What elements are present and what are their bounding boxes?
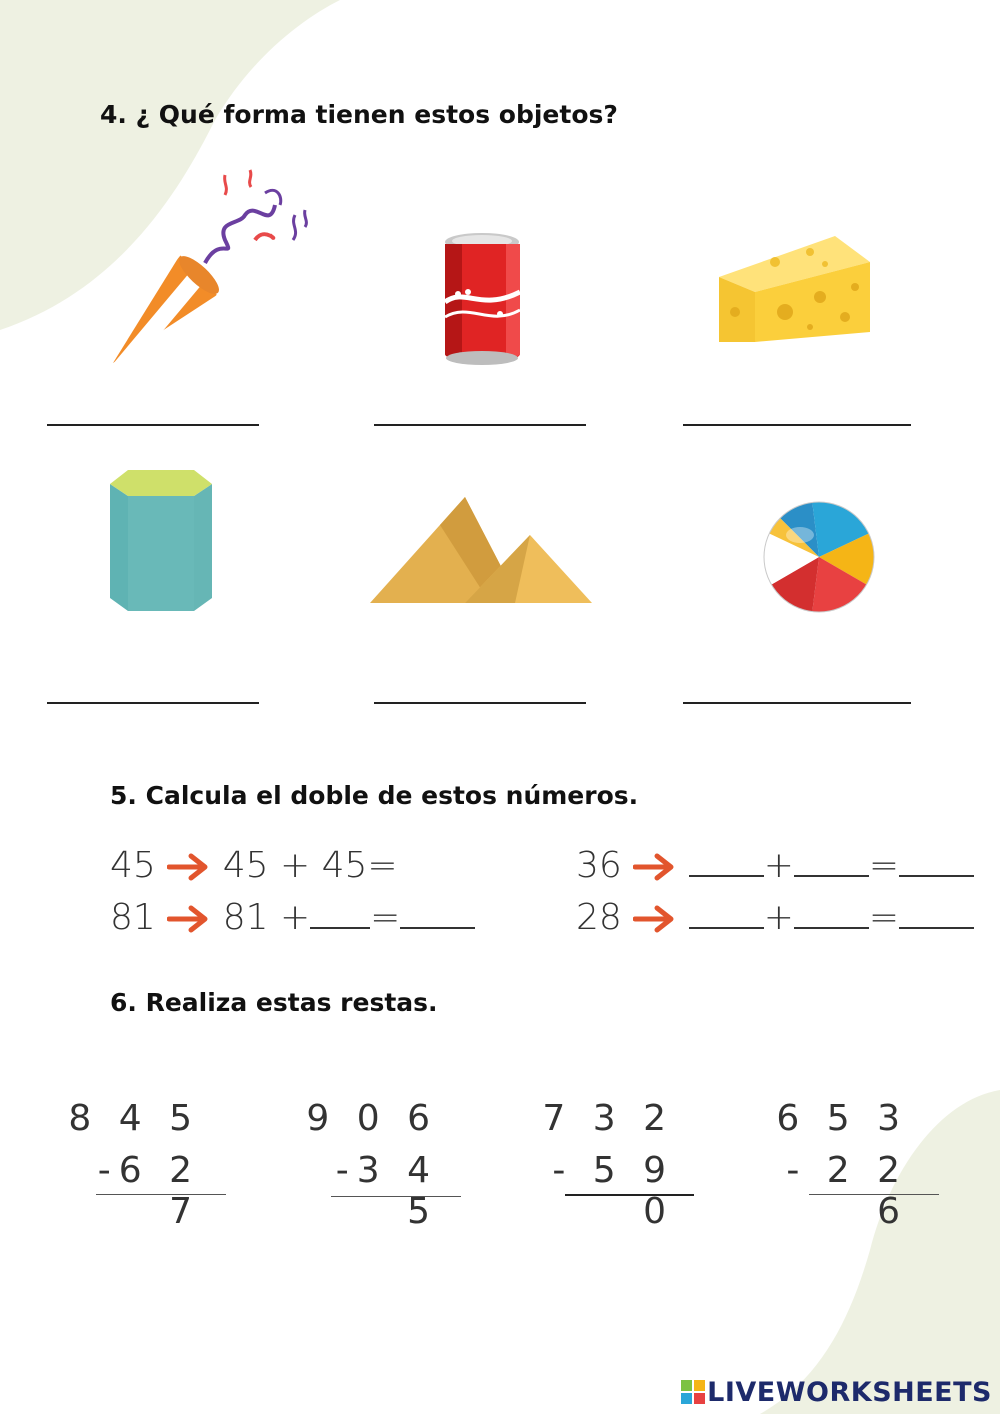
answer-line-1[interactable] xyxy=(47,424,259,426)
double-row-28 xyxy=(576,897,974,938)
number: 36 xyxy=(576,845,622,886)
beach-ball-image xyxy=(762,500,876,614)
subtraction-1-bottom: -6 2 7 xyxy=(97,1150,200,1232)
answer-line-4[interactable] xyxy=(47,702,259,704)
subtraction-2-top: 9 0 6 xyxy=(306,1098,438,1139)
answer-blank[interactable] xyxy=(899,897,974,929)
section-4-title: 4. ¿ Qué forma tienen estos objetos? xyxy=(100,100,618,129)
answer-line-2[interactable] xyxy=(374,424,586,426)
answer-blank[interactable] xyxy=(689,845,764,877)
answer-blank[interactable] xyxy=(689,897,764,929)
number: 45 xyxy=(110,845,156,886)
logo-text: LIVEWORKSHEETS xyxy=(707,1377,992,1408)
answer-line-5[interactable] xyxy=(374,702,586,704)
plus-sign: + xyxy=(763,845,794,886)
liveworksheets-logo-icon xyxy=(681,1380,705,1404)
answer-blank[interactable] xyxy=(794,897,869,929)
answer-blank[interactable] xyxy=(794,845,869,877)
equals-sign: = xyxy=(868,897,900,938)
party-popper-image xyxy=(105,165,320,370)
number: 81 xyxy=(110,897,156,938)
subtraction-3-line xyxy=(565,1194,694,1196)
hexagonal-prism-image xyxy=(108,466,214,616)
answer-blank[interactable] xyxy=(400,897,475,929)
subtraction-1-line xyxy=(96,1194,226,1195)
subtraction-2-bottom: -3 4 5 xyxy=(335,1150,438,1232)
subtraction-2-line xyxy=(331,1196,461,1197)
arrow-right-icon xyxy=(633,852,677,882)
expression: 45 + 45= xyxy=(222,845,398,886)
answer-blank[interactable] xyxy=(310,897,370,929)
pyramids-image xyxy=(370,495,595,607)
expression-start: 81 + xyxy=(222,897,311,938)
double-row-36 xyxy=(576,845,974,886)
subtraction-4-line xyxy=(809,1194,939,1195)
equals-sign: = xyxy=(868,845,900,886)
double-row-81 xyxy=(110,897,475,938)
subtraction-4-bottom: - 2 2 6 xyxy=(786,1150,908,1232)
answer-blank[interactable] xyxy=(899,845,974,877)
number: 28 xyxy=(576,897,622,938)
double-row-45 xyxy=(110,845,398,886)
equals-sign: = xyxy=(370,897,401,938)
section-6-title: 6. Realiza estas restas. xyxy=(110,988,438,1017)
arrow-right-icon xyxy=(633,904,677,934)
liveworksheets-logo xyxy=(681,1377,992,1408)
arrow-right-icon xyxy=(167,852,211,882)
section-5-title: 5. Calcula el doble de estos números. xyxy=(110,781,639,810)
answer-line-6[interactable] xyxy=(683,702,911,704)
answer-line-3[interactable] xyxy=(683,424,911,426)
subtraction-3-top: 7 3 2 xyxy=(542,1098,674,1139)
arrow-right-icon xyxy=(167,904,211,934)
cheese-wedge-image xyxy=(715,232,875,347)
subtraction-3-bottom: - 5 9 0 xyxy=(552,1150,674,1232)
plus-sign: + xyxy=(763,897,794,938)
soda-can-image xyxy=(440,232,525,367)
subtraction-4-top: 6 5 3 xyxy=(776,1098,908,1139)
subtraction-1-top: 8 4 5 xyxy=(68,1098,200,1139)
